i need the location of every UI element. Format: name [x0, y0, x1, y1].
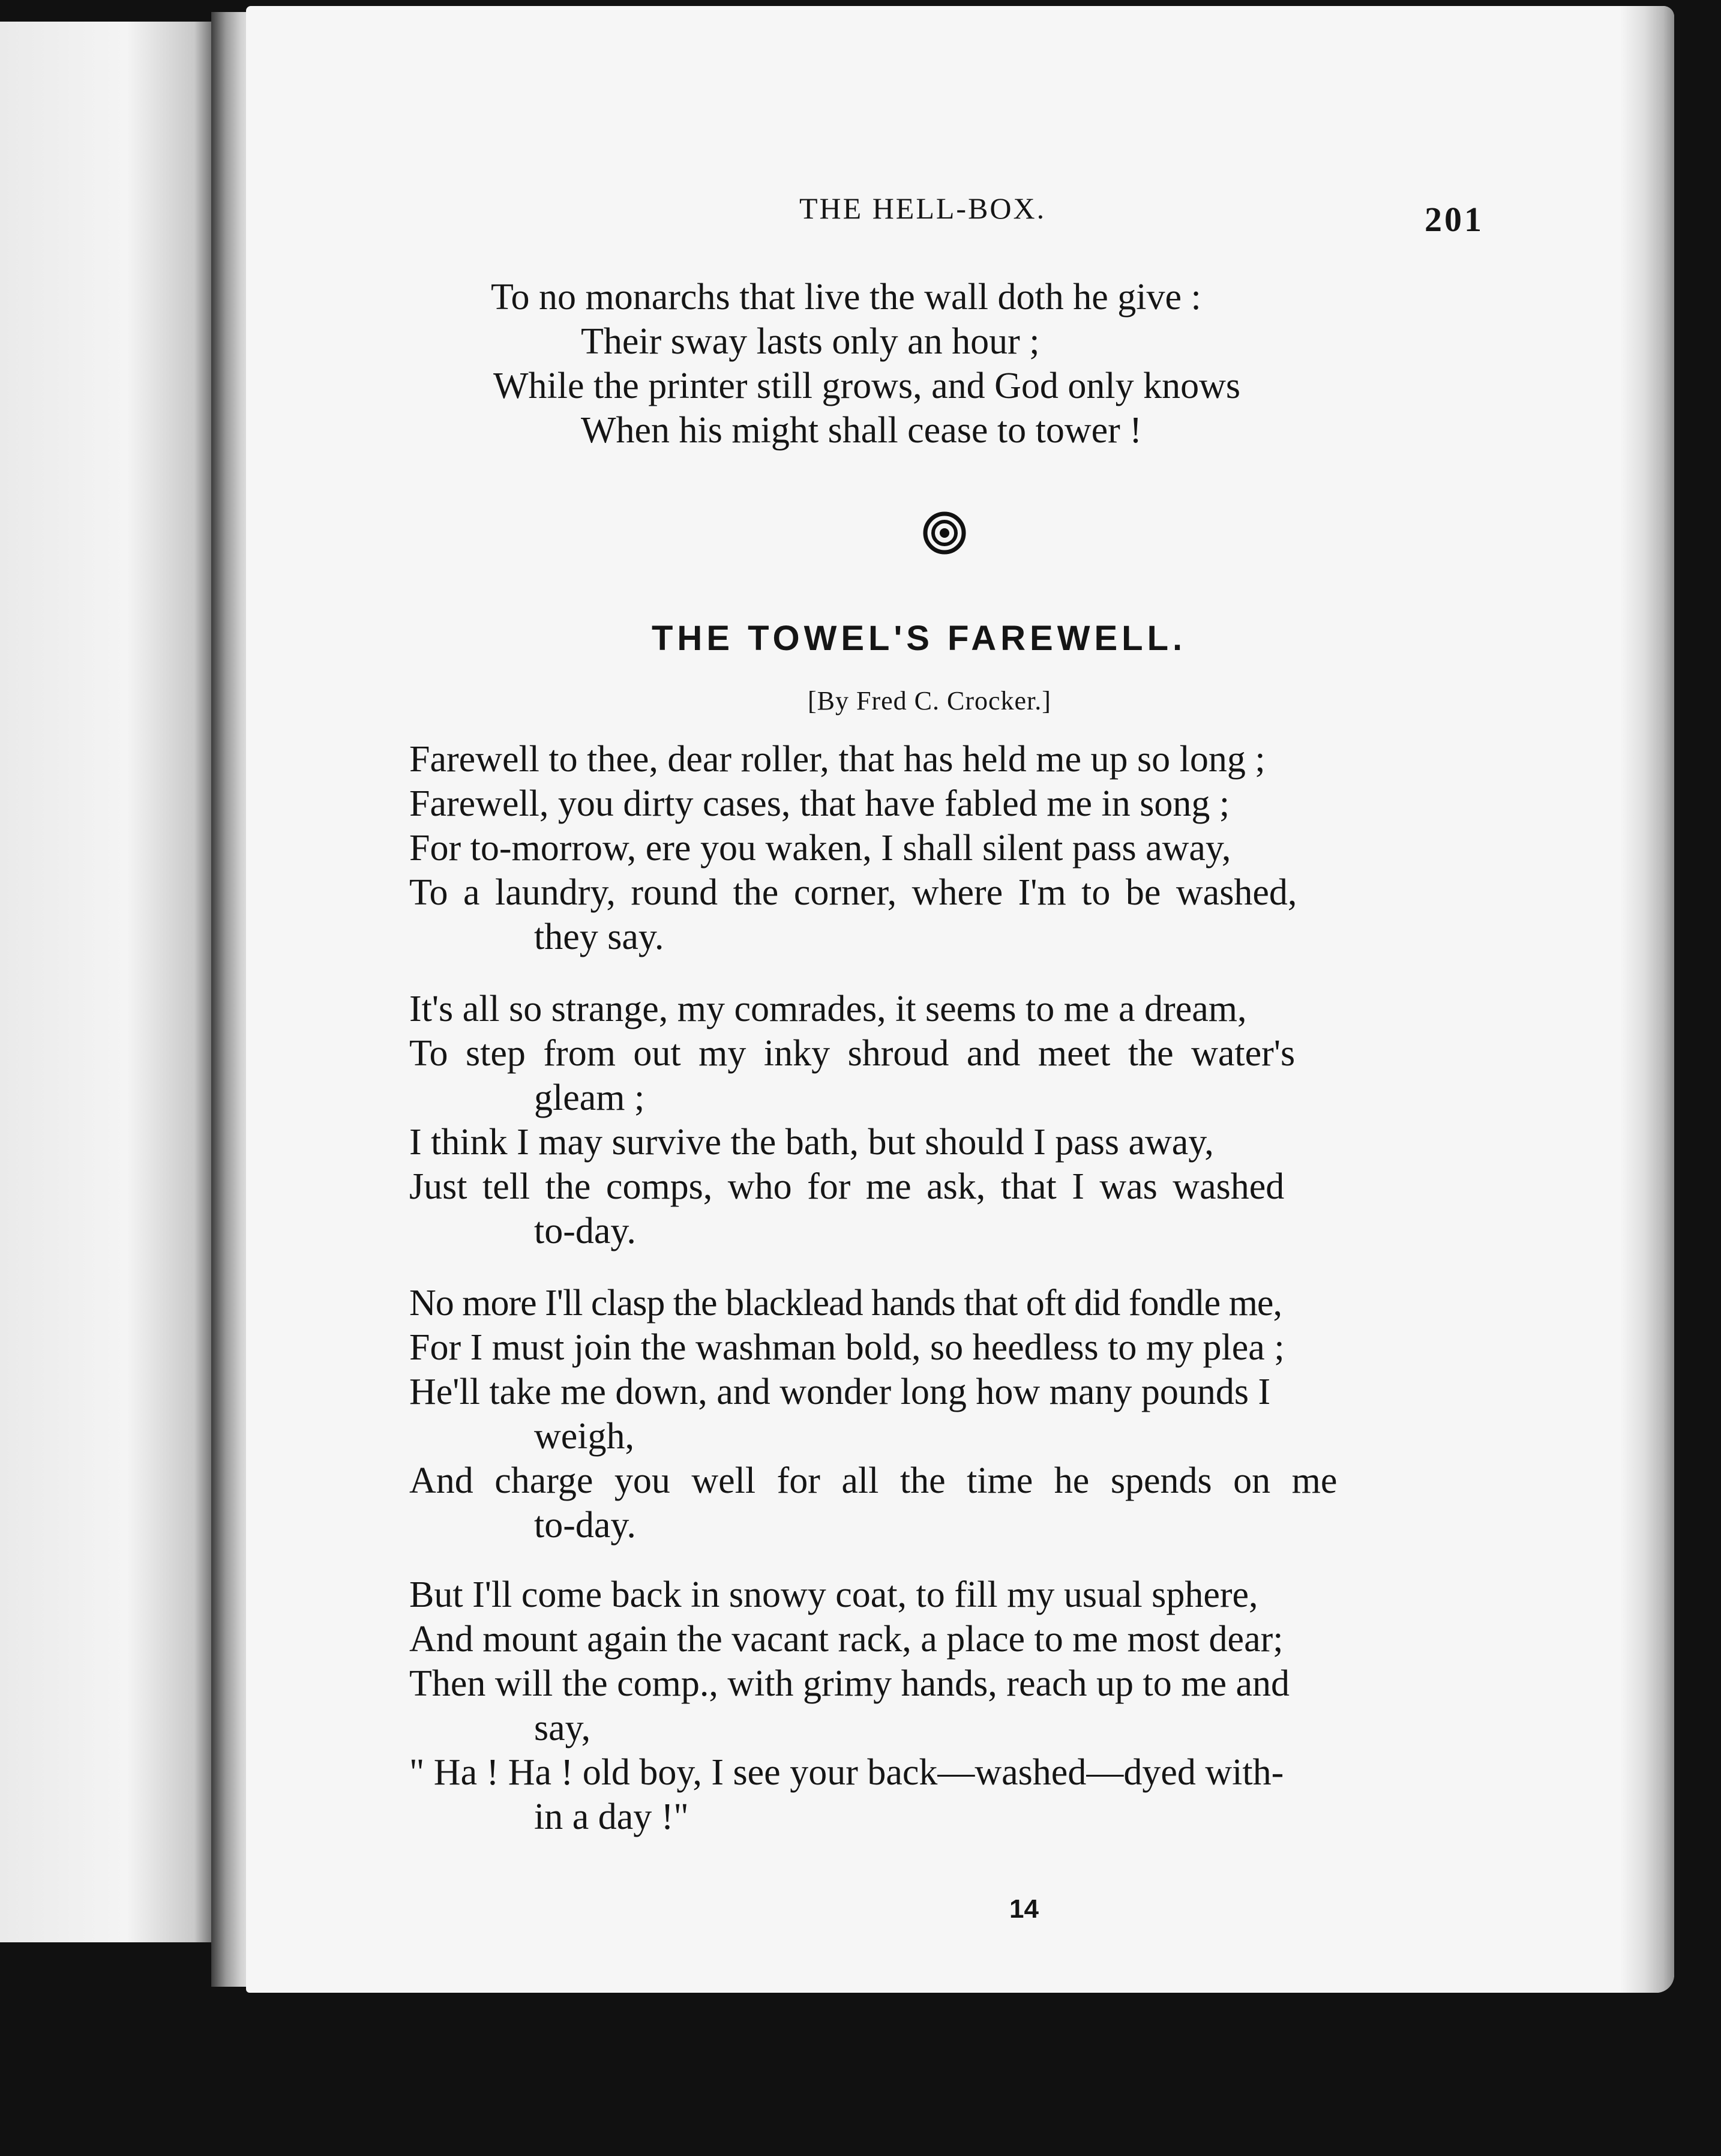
verse-line: And charge you well for all the time he spends on me — [409, 1460, 1338, 1501]
verse-line: I think I may survive the bath, but should I pass away, — [409, 1122, 1214, 1163]
verse-line: in a day !" — [534, 1796, 689, 1837]
verse-line: And mount again the vacant rack, a place to me most dear; — [409, 1619, 1284, 1660]
verse-line: to-day. — [534, 1505, 636, 1546]
verse-line: He'll take me down, and wonder long how many pounds I — [409, 1372, 1271, 1412]
verse-line: To no monarchs that live the wall doth he give : — [491, 277, 1201, 318]
running-head: THE HELL-BOX. — [799, 191, 1047, 225]
verse-line: Farewell to thee, dear roller, that has held me up so long ; — [409, 739, 1266, 780]
page-edge-shadow — [1620, 6, 1674, 1993]
verse-line: But I'll come back in snowy coat, to fill my usual sphere, — [409, 1574, 1258, 1615]
poem-title: THE TOWEL'S FAREWELL. — [652, 619, 1187, 658]
verse-line: For to-morrow, ere you waken, I shall silent pass away, — [409, 828, 1231, 869]
verse-line: For I must join the washman bold, so heedless to my plea ; — [409, 1327, 1285, 1368]
stanza-3 — [409, 1281, 1337, 1547]
verse-line: While the printer still grows, and God only knows — [493, 366, 1240, 406]
verse-line: weigh, — [534, 1416, 635, 1457]
signature-mark: 14 — [1009, 1894, 1039, 1924]
target-ornament-icon — [923, 511, 966, 555]
stanza-1 — [409, 737, 1297, 959]
verse-line: When his might shall cease to tower ! — [581, 410, 1142, 451]
verse-line: To a laundry, round the corner, where I'm to be washed, — [409, 872, 1297, 913]
left-page — [0, 22, 211, 1942]
book-page — [246, 6, 1674, 1993]
stanza-4 — [409, 1573, 1290, 1839]
verse-line: gleam ; — [534, 1077, 645, 1118]
stanza-2 — [409, 987, 1295, 1253]
verse-line: It's all so strange, my comrades, it seems to me a dream, — [409, 989, 1247, 1029]
verse-line: Farewell, you dirty cases, that have fabled me in song ; — [409, 783, 1230, 824]
verse-line: " Ha ! Ha ! old boy, I see your back—washed—dyed with- — [409, 1752, 1284, 1793]
verse-line: No more I'll clasp the blacklead hands that oft did fondle me, — [409, 1283, 1282, 1323]
poem-byline: [By Fred C. Crocker.] — [808, 686, 1051, 715]
verse-line: they say. — [534, 917, 664, 957]
page-number: 201 — [1425, 200, 1484, 239]
verse-line: To step from out my inky shroud and meet the water's — [409, 1033, 1296, 1074]
verse-line: Just tell the comps, who for me ask, that I was washed — [409, 1166, 1285, 1207]
verse-line: Then will the comp., with grimy hands, reach up to me and — [409, 1663, 1290, 1704]
verse-line: say, — [534, 1708, 591, 1748]
verse-line: to-day. — [534, 1211, 636, 1251]
verse-line: Their sway lasts only an hour ; — [581, 321, 1040, 362]
